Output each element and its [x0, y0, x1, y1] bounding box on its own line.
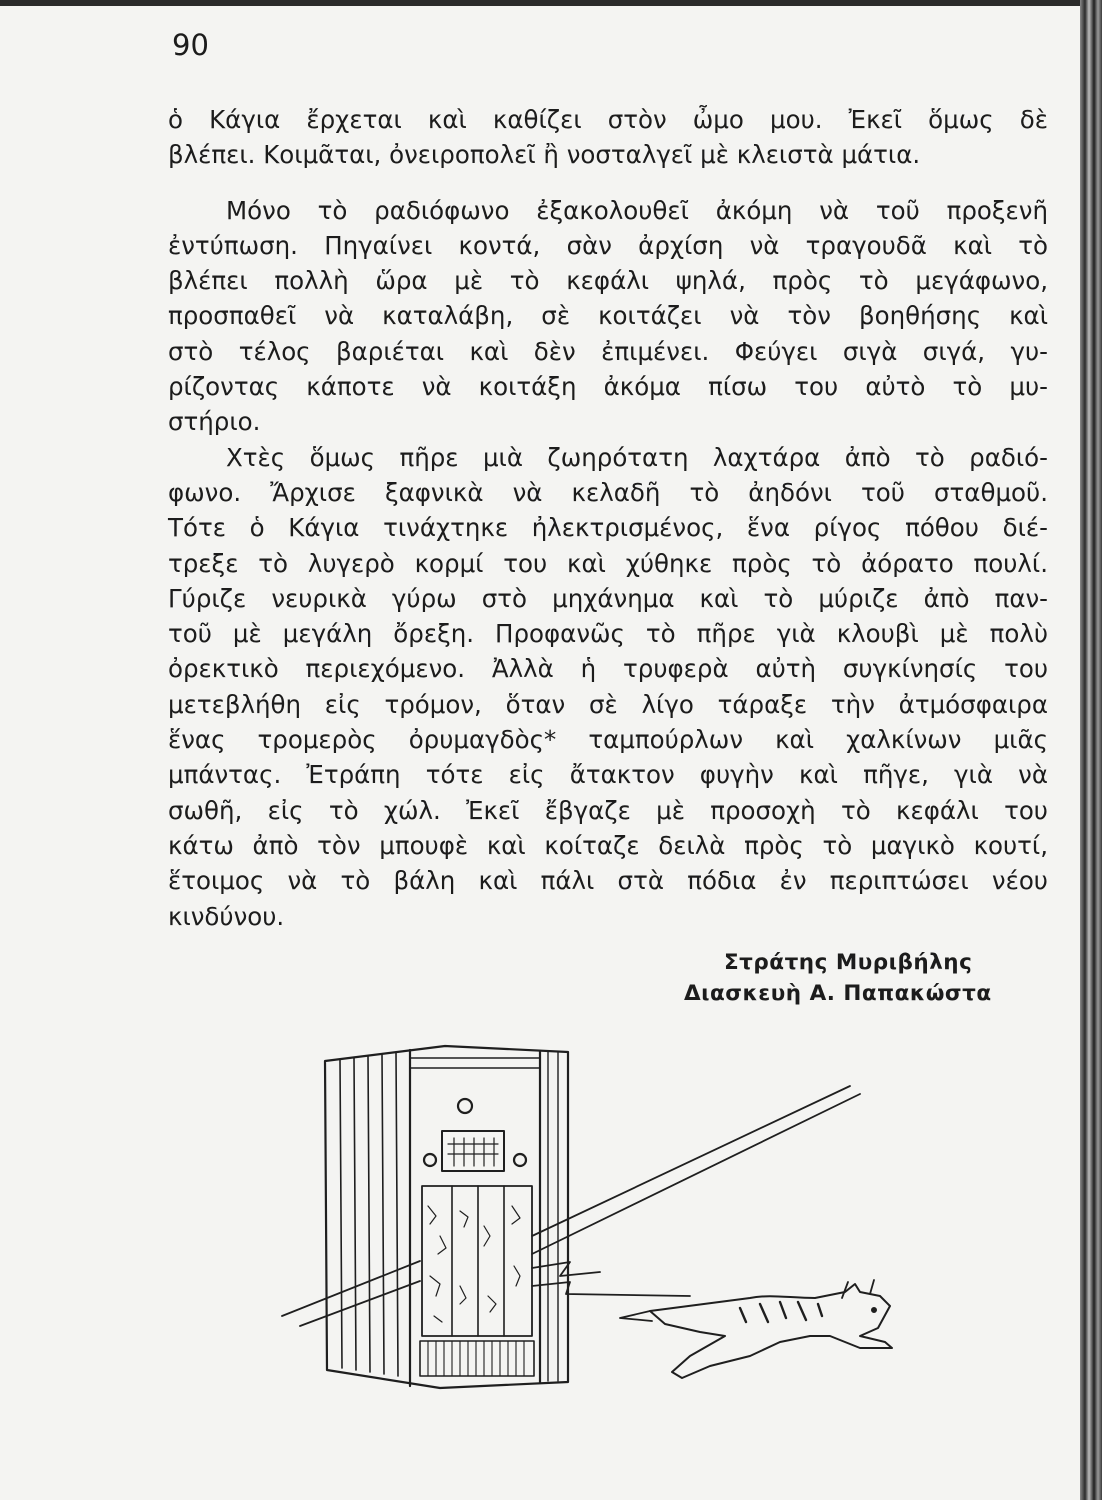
book-page — [0, 6, 1080, 1500]
radio-and-cat-illustration — [270, 1036, 910, 1406]
text-line: τρεξε τὸ λυγερὸ κορμί του καὶ χύθηκε πρὸς τὸ ἀόρατο πουλί. — [168, 548, 1048, 578]
adaptation-credit: Διασκευὴ Α. Παπακώστα — [684, 981, 992, 1006]
text-line: Τότε ὁ Κάγια τινάχτηκε ἠλεκτρισμένος, ἕνα ρίγος πόθου διέ- — [168, 513, 1048, 543]
text-line: Χτὲς ὅμως πῆρε μιὰ ζωηρότατη λαχτάρα ἀπὸ τὸ ραδιό- — [226, 442, 1048, 472]
text-line: Μόνο τὸ ραδιόφωνο ἐξακολουθεῖ ἀκόμη νὰ τοῦ προξενῆ — [226, 195, 1048, 225]
author-name: Στράτης Μυριβήλης — [724, 950, 973, 975]
radio-cabinet — [325, 1046, 568, 1388]
text-line: σωθῆ, εἰς τὸ χώλ. Ἐκεῖ ἔβγαζε μὲ προσοχὴ τὸ κεφάλι του — [168, 795, 1048, 825]
text-line: στὸ τέλος βαριέται καὶ δὲν ἐπιμένει. Φεύγει σιγὰ σιγά, γυ- — [168, 336, 1048, 366]
text-line: κάτω ἀπὸ τὸν μπουφὲ καὶ κοίταζε δειλὰ πρὸς τὸ μαγικὸ κουτί, — [168, 830, 1048, 860]
text-line: βλέπει πολλὴ ὥρα μὲ τὸ κεφάλι ψηλά, πρὸς τὸ μεγάφωνο, — [168, 266, 1048, 296]
paragraph — [168, 102, 1048, 173]
page-number: 90 — [172, 28, 209, 62]
text-line: μπάντας. Ἐτράπη τότε εἰς ἄτακτον φυγὴν καὶ πῆγε, γιὰ νὰ — [168, 760, 1048, 790]
text-line: βλέπει. Κοιμᾶται, ὀνειροπολεῖ ἢ νοσταλγεῖ μὲ κλειστὰ μάτια. — [168, 140, 921, 170]
text-line: κινδύνου. — [168, 901, 285, 931]
body-text — [168, 102, 1048, 934]
text-line: φωνο. Ἄρχισε ξαφνικὰ νὰ κελαδῆ τὸ ἀηδόνι τοῦ σταθμοῦ. — [168, 477, 1048, 507]
paragraph — [168, 193, 1048, 440]
text-line: μετεβλήθη εἰς τρόμον, ὅταν σὲ λίγο τάραξε τὴν ἀτμόσφαιρα — [168, 689, 1048, 719]
text-line: τοῦ μὲ μεγάλη ὄρεξη. Προφανῶς τὸ πῆρε γιὰ κλουβὶ μὲ πολὺ — [168, 619, 1048, 649]
paragraph — [168, 440, 1048, 934]
text-line: ὀρεκτικὸ περιεχόμενο. Ἀλλὰ ἡ τρυφερὰ αὐτὴ συγκίνησίς του — [168, 654, 1048, 684]
text-line: ρίζοντας κάποτε νὰ κοιτάξη ἀκόμα πίσω του αὐτὸ τὸ μυ- — [168, 372, 1048, 402]
text-line: ἕτοιμος νὰ τὸ βάλη καὶ πάλι στὰ πόδια ἐν περιπτώσει νέου — [168, 866, 1048, 896]
book-spine-shadow — [1080, 0, 1102, 1500]
text-line: προσπαθεῖ νὰ καταλάβη, σὲ κοιτάζει νὰ τὸν βοηθήσης καὶ — [168, 301, 1048, 331]
text-line: ὁ Κάγια ἔρχεται καὶ καθίζει στὸν ὦμο μου. Ἐκεῖ ὅμως δὲ — [168, 105, 1048, 134]
text-line: στήριο. — [168, 407, 261, 437]
text-line: Γύριζε νευρικὰ γύρω στὸ μηχάνημα καὶ τὸ μύριζε ἀπὸ παν- — [168, 583, 1048, 613]
text-line: ἕνας τρομερὸς ὀρυμαγδὸς* ταμπούρλων καὶ χαλκίνων μιᾶς — [168, 725, 1048, 755]
text-line: ἐντύπωση. Πηγαίνει κοντά, σὰν ἀρχίση νὰ τραγουδᾶ καὶ τὸ — [168, 230, 1048, 260]
